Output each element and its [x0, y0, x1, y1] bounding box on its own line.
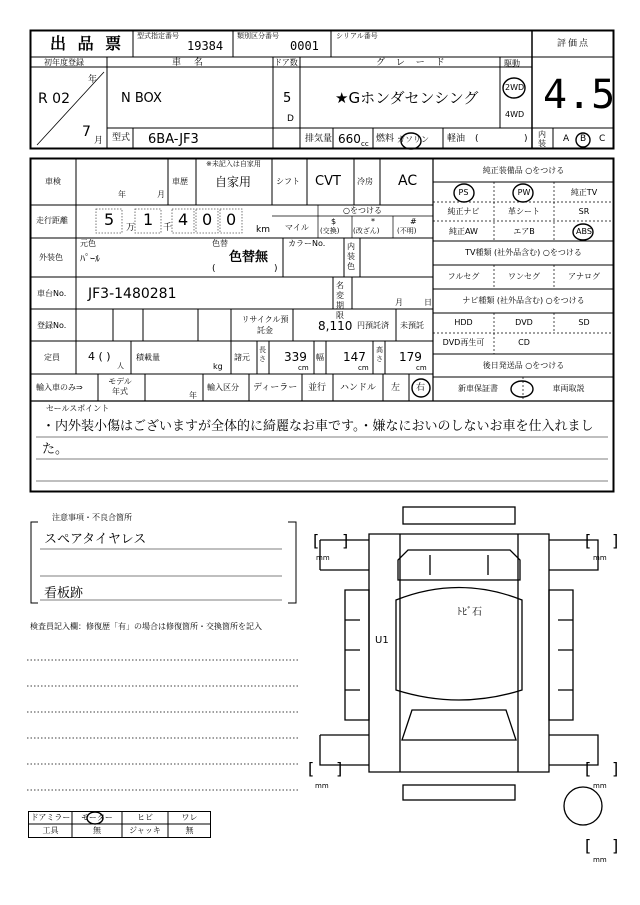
type-label: 型式 [112, 133, 131, 143]
tv-analog: アナログ [568, 272, 600, 281]
mileage-digit-5: 0 [226, 210, 237, 229]
width-unit: cm [358, 364, 369, 372]
later-warranty: 新車保証書 [458, 384, 498, 393]
length-unit: cm [298, 364, 309, 372]
tire-mm-rr: mm [593, 782, 607, 790]
displacement-label: 排気量 [305, 134, 333, 144]
import-parallel: 並行 [308, 383, 327, 393]
car-name-label: 車 名 [172, 58, 208, 68]
tire-mm-fl: mm [316, 554, 330, 562]
tire-mm-fr: mm [593, 554, 607, 562]
model-code: 19384 [187, 39, 224, 53]
interior-label: 内装 [538, 130, 546, 148]
equip-airbag: エアB [513, 227, 535, 236]
serial-label: シリアル番号 [336, 32, 378, 40]
inspector-label: 検査員記入欄：修復歴「有」の場合は修復箇所・交換箇所を記入 [30, 622, 262, 631]
model-code-label: 型式指定番号 [137, 32, 179, 40]
fuel-gas: ガソリン [397, 135, 429, 144]
mileage-dollar: $ [331, 217, 337, 226]
name-change-month: 月 [395, 298, 403, 307]
recycle-label: リサイクル預託金 [241, 315, 289, 335]
load-unit: kg [213, 362, 223, 371]
repaint-label: 色替 [212, 239, 228, 248]
drive-2wd: 2WD [505, 83, 525, 92]
car-type: 6BA-JF3 [148, 132, 199, 147]
mirror-crack: ヒビ [137, 813, 153, 822]
repaint-paren-r: ) [274, 264, 278, 274]
score-label: 評価点 [557, 39, 591, 49]
capacity-label: 定員 [44, 353, 60, 362]
orig-color-label: 元色 [80, 239, 96, 248]
equipment-title: 純正装備品 ○をつける [482, 166, 565, 175]
tv-oneseg: ワンセグ [508, 272, 540, 281]
navi-title: ナビ種類 (社外品含む) ○をつける [462, 296, 585, 305]
inspection-month: 月 [157, 190, 165, 199]
mileage-unit-km: km [256, 225, 270, 235]
tools-label: 工具 [42, 826, 59, 835]
model-year-label: モデル年式 [108, 377, 132, 396]
shift-label: シフト [276, 177, 300, 186]
width-value: 147 [343, 350, 366, 364]
interior-opt-b: B [580, 134, 587, 144]
tire-bracket-rl-l: [ [308, 759, 315, 778]
sales-point-line1: ・内外装小傷はございますが全体的に綺麗なお車です。・嫌なにおいのしないお車を仕入れまし [42, 419, 594, 434]
doors-label: ドア数 [274, 58, 298, 67]
sales-point-line2: た。 [42, 442, 69, 457]
month-unit: 月 [94, 136, 104, 146]
length-value: 339 [284, 350, 307, 364]
sales-point-label: セールスポイント [46, 404, 110, 413]
drive-4wd: 4WD [505, 110, 525, 119]
capacity-unit: 人 [117, 362, 124, 370]
tv-fullseg: フルセグ [447, 272, 480, 281]
drive-label: 駆動 [504, 59, 520, 68]
fuel-paren-open: ( [475, 134, 479, 144]
name-change-label: 名変期限 [336, 281, 344, 320]
navi-hdd: HDD [454, 318, 473, 327]
tire-bracket-fl-l: [ [313, 531, 320, 550]
mileage-dollar-sub: (交換) [320, 227, 340, 235]
int-color-label: 内装色 [347, 242, 355, 271]
jack-value: 無 [185, 826, 194, 835]
equip-sr: SR [578, 207, 590, 216]
displacement-value: 660 [338, 132, 361, 146]
cd-option: CD [518, 338, 530, 347]
orig-color: ﾊﾟｰﾙ [80, 254, 100, 265]
tire-bracket-fr-r: ] [612, 531, 619, 550]
notes-label: 注意事項・不良合箇所 [52, 513, 132, 522]
mirror-motor: モーター [81, 813, 113, 822]
grade-value: ★Gホンダセンシング [335, 89, 479, 107]
first-reg-month: 7 [82, 124, 91, 140]
displacement-unit: cc [361, 140, 369, 148]
chassis-value: JF3-1480281 [88, 286, 177, 302]
history-note: ※未記入は自家用 [206, 160, 261, 168]
tire-bracket-spare-r: ] [612, 836, 619, 855]
category-code: 0001 [290, 39, 319, 53]
mileage-star: * [371, 217, 375, 226]
chassis-label: 車台No. [37, 289, 67, 298]
equip-pw: PW [517, 188, 531, 197]
length-label: 長さ [259, 346, 266, 363]
color-label: 外装色 [39, 253, 63, 262]
jack-label: ジャッキ [129, 826, 161, 835]
capacity-value: 4 ( ) [88, 350, 111, 363]
ac-value: AC [398, 173, 418, 189]
category-code-label: 類別区分番号 [237, 32, 279, 40]
import-label: 輸入車のみ⇒ [36, 383, 83, 392]
handle-left: 左 [391, 383, 401, 393]
mileage-digit-4: 0 [202, 210, 213, 229]
score-value: 4.5 [543, 72, 616, 118]
dvd-playable: DVD再生可 [442, 338, 485, 347]
model-year-unit: 年 [189, 391, 197, 400]
mileage-digit-2: 1 [143, 210, 154, 229]
equip-tv: 純正TV [570, 188, 598, 197]
mileage-note: ○をつける [343, 206, 382, 215]
mileage-unit-mile: マイル [285, 223, 309, 232]
inspection-label: 車検 [45, 177, 61, 186]
mileage-star-sub: (改ざん) [353, 227, 380, 235]
tire-bracket-fl-r: ] [342, 531, 349, 550]
equip-ps: PS [458, 188, 469, 197]
ac-label: 冷房 [357, 177, 373, 186]
repaint-value: 色替無 [229, 250, 269, 265]
fuel-diesel: 軽油 [447, 134, 466, 144]
name-change-day: 日 [424, 298, 432, 307]
color-no-label: カラーNo. [288, 239, 326, 248]
width-label: 幅 [316, 353, 324, 362]
tire-bracket-rl-r: ] [336, 759, 343, 778]
history-value: 自家用 [215, 175, 252, 189]
repaint-paren-l: ( [212, 264, 216, 274]
navi-dvd: DVD [515, 318, 533, 327]
equip-aw: 純正AW [449, 227, 478, 236]
mileage-unit-sen: 千 [163, 223, 173, 233]
note-sign-mark: 看板跡 [44, 586, 84, 601]
load-label: 積載量 [136, 353, 160, 362]
doors-value: 5 [283, 91, 292, 106]
dims-label: 諸元 [234, 353, 250, 362]
recycle-unit: 円預託済 [357, 321, 389, 330]
shift-value: CVT [315, 174, 341, 189]
history-label: 車歴 [172, 177, 188, 186]
note-spare-tire: スペアタイヤレス [44, 532, 147, 547]
navi-sd: SD [578, 318, 590, 327]
car-name: N BOX [121, 91, 162, 106]
first-reg-era: R 02 [38, 91, 70, 107]
mileage-label: 走行距離 [36, 216, 68, 225]
height-value: 179 [399, 350, 422, 364]
year-unit: 年 [88, 75, 98, 85]
registration-label: 登録No. [37, 321, 67, 330]
tire-bracket-rr-l: [ [585, 759, 592, 778]
handle-right: 右 [416, 383, 426, 393]
height-unit: cm [416, 364, 427, 372]
import-dealer: ディーラー [253, 383, 298, 393]
tire-bracket-spare-l: [ [585, 836, 592, 855]
mileage-digit-3: 4 [178, 210, 189, 229]
handle-label: ハンドル [340, 383, 377, 393]
roof-damage-mark: ﾄﾋﾞ石 [457, 607, 482, 618]
mirror-label: ドアミラー [30, 813, 71, 822]
later-manual: 車両取説 [552, 384, 585, 393]
mirror-break: ワレ [181, 813, 198, 822]
first-reg-label: 初年度登録 [44, 58, 84, 67]
sheet-title: 出 品 票 [50, 34, 125, 53]
mileage-hash-sub: (不明) [397, 227, 417, 235]
tire-bracket-fr-l: [ [585, 531, 592, 550]
tire-mm-rl: mm [315, 782, 329, 790]
later-title: 後日発送品 ○をつける [482, 361, 565, 370]
inspection-year: 年 [118, 190, 126, 199]
door-damage-mark: U1 [375, 635, 389, 646]
mileage-hash: # [410, 217, 417, 226]
height-label: 高さ [376, 346, 383, 363]
recycle-value: 8,110 [318, 319, 353, 333]
interior-opt-c: C [599, 134, 606, 144]
fuel-label: 燃料 [376, 134, 395, 144]
recycle-status: 未預託 [400, 321, 424, 330]
tools-value: 無 [93, 826, 101, 835]
import-class-label: 輸入区分 [207, 383, 239, 392]
tire-mm-spare: mm [593, 856, 607, 864]
tv-title: TV種類 (社外品含む) ○をつける [465, 248, 582, 257]
equip-navi: 純正ナビ [447, 207, 480, 216]
tire-bracket-rr-r: ] [612, 759, 619, 778]
mileage-unit-man: 万 [126, 223, 136, 233]
equip-abs: ABS [576, 227, 592, 236]
interior-opt-a: A [563, 134, 570, 144]
equip-leather: 革シート [508, 207, 540, 216]
grade-label: グ レ ー ド [376, 58, 449, 68]
mileage-digit-1: 5 [104, 210, 115, 229]
fuel-paren-close: ) [524, 134, 528, 144]
doors-suffix: D [287, 114, 294, 124]
